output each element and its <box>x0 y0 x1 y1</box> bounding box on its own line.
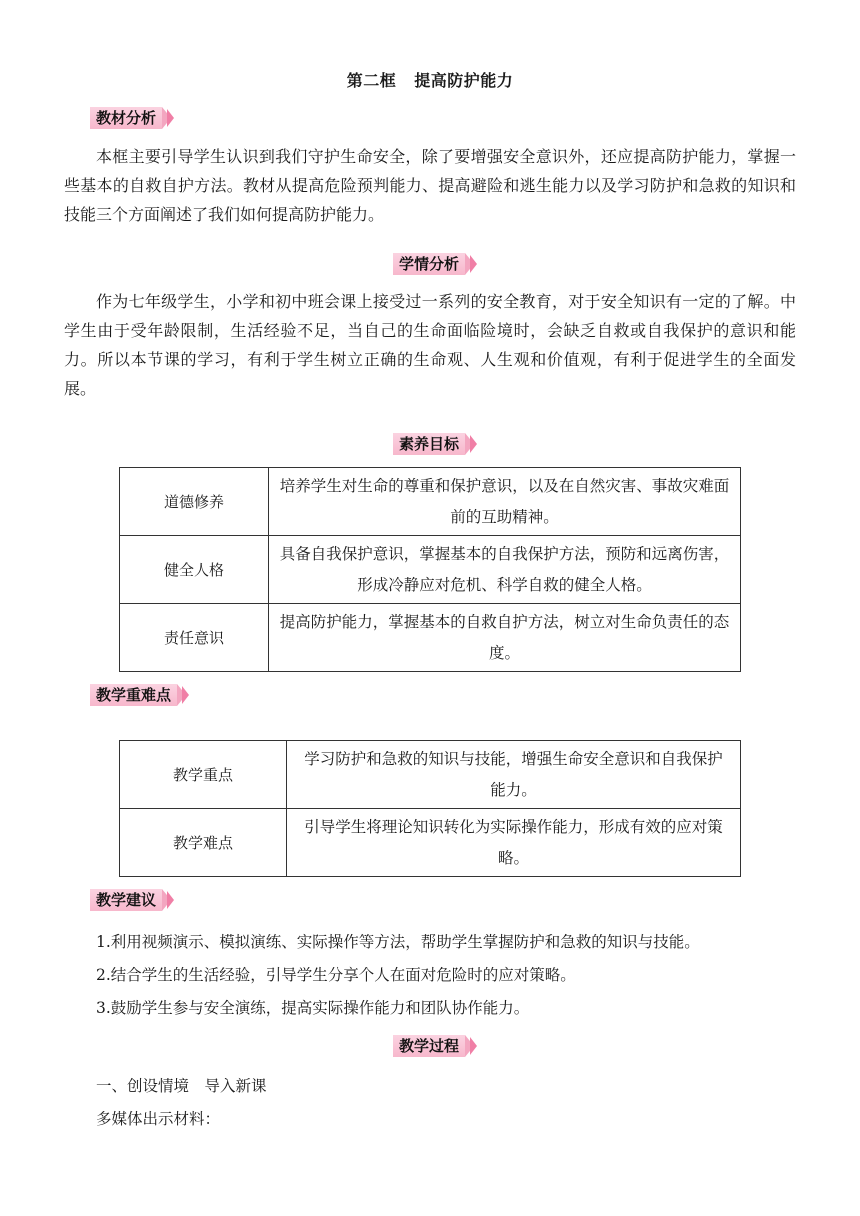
table-value-cell: 提高防护能力，掌握基本的自救自护方法，树立对生命负责任的态度。 <box>269 604 741 672</box>
table-value-cell: 具备自我保护意识，掌握基本的自我保护方法，预防和远离伤害，形成冷静应对危机、科学自救的健全人格。 <box>269 536 741 604</box>
section-tag-suggestions <box>90 888 174 912</box>
tag-arrow-icon <box>167 891 174 909</box>
suggestion-item: 3.鼓励学生参与安全演练，提高实际操作能力和团队协作能力。 <box>96 999 530 1017</box>
title-part-2: 提高防护能力 <box>414 71 514 90</box>
table-key-cell: 教学重点 <box>120 741 287 809</box>
table-row <box>120 809 741 877</box>
tag-arrow-icon <box>167 109 174 127</box>
tag-arrow-icon <box>470 435 477 453</box>
table-row <box>120 536 741 604</box>
goals-table <box>119 467 741 672</box>
section-tag-process <box>393 1034 477 1058</box>
section-tag-analysis <box>90 106 174 130</box>
section-tag-label: 教学过程 <box>393 1035 465 1057</box>
tag-arrow-icon <box>470 255 477 273</box>
page-title <box>0 68 860 91</box>
section-tag-label: 素养目标 <box>393 433 465 455</box>
table-value-cell: 培养学生对生命的尊重和保护意识，以及在自然灾害、事故灾难面前的互助精神。 <box>269 468 741 536</box>
analysis-paragraph: 本框主要引导学生认识到我们守护生命安全，除了要增强安全意识外，还应提高防护能力，掌握一些基本的自救自护方法。教材从提高危险预判能力、提高避险和逃生能力以及学习防护和急救的知识和技能三个方面阐述了我们如何提高防护能力。 <box>64 147 796 224</box>
table-row <box>120 741 741 809</box>
title-part-1: 第二框 <box>346 71 397 90</box>
student-paragraph: 作为七年级学生，小学和初中班会课上接受过一系列的安全教育，对于安全知识有一定的了解。中学生由于受年龄限制，生活经验不足，当自己的生命面临险境时，会缺乏自救或自我保护的意识和能力。所以本节课的学习，有利于学生树立正确的生命观、人生观和价值观，有利于促进学生的全面发展。 <box>64 292 796 398</box>
table-key-cell: 道德修养 <box>120 468 269 536</box>
section-tag-goals <box>393 432 477 456</box>
table-row <box>120 604 741 672</box>
table-value-cell: 学习防护和急救的知识与技能，增强生命安全意识和自我保护能力。 <box>287 741 741 809</box>
suggestion-item: 2.结合学生的生活经验，引导学生分享个人在面对危险时的应对策略。 <box>96 966 576 984</box>
process-step-heading: 一、创设情境 导入新课 <box>96 1077 267 1095</box>
table-row <box>120 468 741 536</box>
section-tag-label: 学情分析 <box>393 253 465 275</box>
section-tag-student <box>393 252 477 276</box>
suggestion-item: 1.利用视频演示、模拟演练、实际操作等方法，帮助学生掌握防护和急救的知识与技能。 <box>96 933 700 951</box>
table-key-cell: 教学难点 <box>120 809 287 877</box>
section-tag-keypoints <box>90 683 189 707</box>
section-tag-label: 教材分析 <box>90 107 162 129</box>
section-tag-label: 教学建议 <box>90 889 162 911</box>
table-key-cell: 责任意识 <box>120 604 269 672</box>
tag-arrow-icon <box>182 686 189 704</box>
table-value-cell: 引导学生将理论知识转化为实际操作能力，形成有效的应对策略。 <box>287 809 741 877</box>
process-material-label: 多媒体出示材料： <box>96 1110 221 1128</box>
table-key-cell: 健全人格 <box>120 536 269 604</box>
section-tag-label: 教学重难点 <box>90 684 177 706</box>
keypoints-table <box>119 740 741 877</box>
tag-arrow-icon <box>470 1037 477 1055</box>
